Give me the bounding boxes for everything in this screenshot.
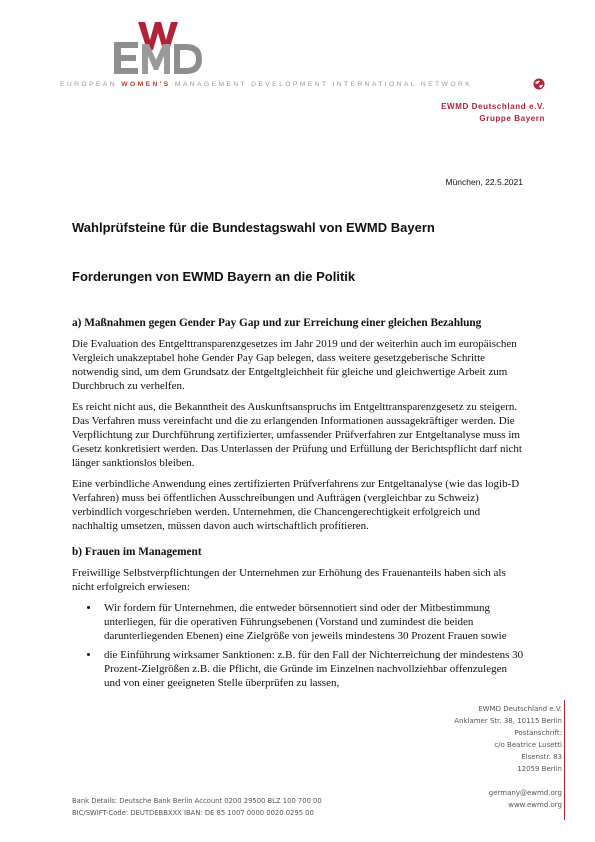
bank-details [72,795,322,819]
footer-divider [564,700,565,820]
section-b-paragraph-1: Freiwillige Selbstverpflichtungen der Unternehmen zur Erhöhung des Frauenanteils haben sich als nicht erfolgreich erwiesen: [72,567,506,593]
ewmd-logo [108,18,208,78]
address-line: EWMD Deutschland e.V. [478,705,562,713]
website-link[interactable]: www.ewmd.org [508,801,562,809]
document-title: Wahlprüfsteine für die Bundestagswahl von EWMD Bayern [72,220,435,235]
bank-line-1: Bank Details: Deutsche Bank Berlin Account 0200 29500 BLZ 100 700 00 [72,797,322,805]
bank-line-2: BIC/SWIFT-Code: DEUTDEBBXXX IBAN: DE 85 1007 0000 0020 0295 00 [72,809,314,817]
footer-address [448,703,562,775]
document-subtitle: Forderungen von EWMD Bayern an die Politik [72,269,356,284]
section-a-paragraph-1: Die Evaluation des Entgelttransparenzgesetzes im Jahr 2019 und der weiterhin auch im europäischen Vergleich unakzeptabel hohe Gender Pay Gap belegen, dass weitere gesetzgeberische Schritte notwendig sind, um dem Grundsatz der Entgeltgleichheit für gleiche und gleichwertige Arbeit zum Durchbruch zu verhelfen. [72,338,517,392]
list-item: • die Einführung wirksamer Sanktionen: z.B. für den Fall der Nichterreichung der mindestens 30 Prozent-Zielgrößen z.B. die Pflicht, die Gründe im Einzelnen nachvollziehbar offenzulegen und von einer geeigneten Stelle überprüfen zu lassen, [100,648,524,690]
address-line: 12059 Berlin [517,765,562,773]
section-a-paragraph-2: Es reicht nicht aus, die Bekanntheit des Auskunftsanspruchs im Entgelttransparenzgesetz zu steigern. Das Verfahren muss vereinfacht und die zu erlangenden Informationen aussagekräftiger werden. Die Verpflichtung zur Durchführung zertifizierter, umfassender Prüfverfahren zur Entgeltanalyse muss im Gesetz konkretisiert werden. Das Unterlassen der Prüfung und Erfüllung der Berichtspflicht darf nicht länger sanktionslos bleiben. [72,401,522,469]
network-tagline: EUROPEAN WOMEN'S MANAGEMENT DEVELOPMENT INTERNATIONAL NETWORK [60,81,473,88]
org-group: Gruppe Bayern [479,114,545,123]
list-item: • Wir fordern für Unternehmen, die entweder börsennotiert sind oder der Mitbestimmung unterliegen, für die operativen Führungsebenen (Vorstand und zumindest die beiden darunterliegenden Ebenen) eine Zielgröße von jeweils mindestens 30 Prozent Frauen sowie [100,601,524,643]
org-name: EWMD Deutschland e.V. [441,102,545,111]
address-line: c/o Beatrice Lusetti [494,741,562,749]
org-info [441,101,545,125]
section-b-heading: b) Frauen im Management [72,546,202,558]
network-tagline-accent: WOMEN'S [121,81,171,88]
document-body [72,316,524,695]
address-line: Anklamer Str. 38, 10115 Berlin [454,717,562,725]
section-b-bullet-list [72,601,524,690]
letter-date: München, 22.5.2021 [445,177,523,187]
footer-contact [489,787,562,811]
email-link[interactable]: germany@ewmd.org [488,789,562,797]
address-line: Postanschrift: [514,729,562,737]
section-a-paragraph-3: Eine verbindliche Anwendung eines zertifizierten Prüfverfahrens zur Entgeltanalyse (wie das logib-D Verfahren) muss bei öffentlichen Ausschreibungen und Aufträgen (vergleichbar zu Schweiz) verbindlich vorgeschrieben werden. Unternehmen, die Chancengerechtigkeit erfolgreich und nachhaltig umsetzen, müssen davon auch wirtschaftlich profitieren. [72,478,520,532]
section-a-heading: a) Maßnahmen gegen Gender Pay Gap und zur Erreichung einer gleichen Bezahlung [72,317,482,329]
address-line: Elsenstr. 83 [521,753,562,761]
globe-icon [533,78,545,90]
